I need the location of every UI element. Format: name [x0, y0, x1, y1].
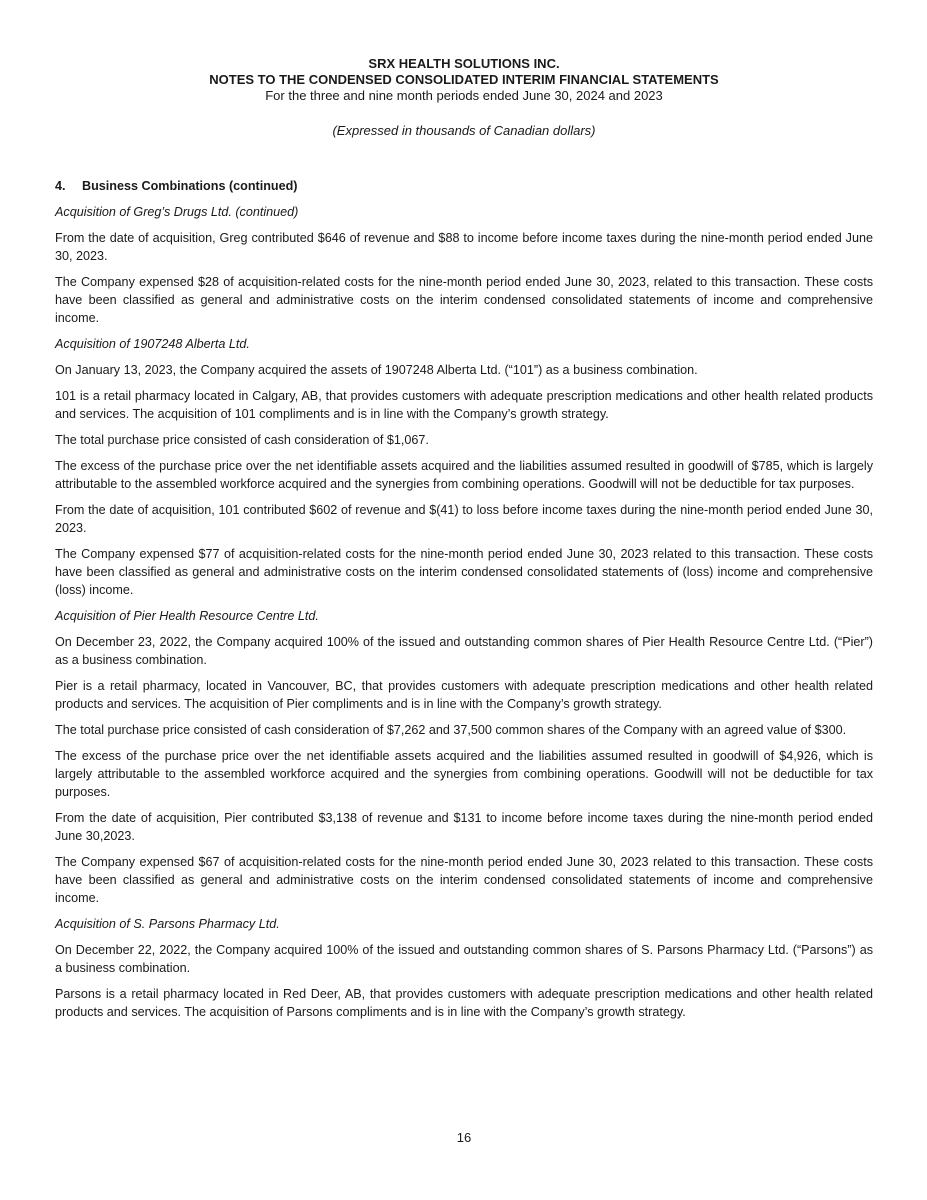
paragraph: 101 is a retail pharmacy located in Calgary, AB, that provides customers with adequate prescription medications and other health related products and services. The acquisition of 101 compliments and is in line with the Company’s growth strategy. [55, 389, 873, 421]
paragraph: On December 23, 2022, the Company acquired 100% of the issued and outstanding common shares of Pier Health Resource Centre Ltd. (“Pier”) as a business combination. [55, 635, 873, 667]
paragraph: The Company expensed $28 of acquisition-related costs for the nine-month period ended June 30, 2023, related to this transaction. These costs have been classified as general and administrative costs on the interim condensed consolidated statements of income and comprehensive income. [55, 275, 873, 325]
paragraph: From the date of acquisition, 101 contributed $602 of revenue and $(41) to loss before income taxes during the nine-month period ended June 30, 2023. [55, 503, 873, 535]
paragraph: On January 13, 2023, the Company acquired the assets of 1907248 Alberta Ltd. (“101”) as a business combination. [55, 363, 698, 377]
section-title: Business Combinations (continued) [82, 179, 298, 193]
paragraph: On December 22, 2022, the Company acquired 100% of the issued and outstanding common shares of S. Parsons Pharmacy Ltd. (“Parsons”) as a business combination. [55, 943, 873, 975]
paragraph: Parsons is a retail pharmacy located in Red Deer, AB, that provides customers with adequate prescription medications and other health related products and services. The acquisition of Parsons compliments and is in line with the Company’s growth strategy. [55, 987, 873, 1019]
paragraph: The Company expensed $77 of acquisition-related costs for the nine-month period ended June 30, 2023 related to this transaction. These costs have been classified as general and administrative costs on the interim condensed consolidated statements of (loss) income and comprehensive (loss) income. [55, 547, 873, 597]
paragraph: The excess of the purchase price over the net identifiable assets acquired and the liabilities assumed resulted in goodwill of $785, which is largely attributable to the assembled workforce acquired and the synergies from combining operations. Goodwill will not be deductible for tax purposes. [55, 459, 873, 491]
document-body [55, 177, 873, 1029]
paragraph: The total purchase price consisted of cash consideration of $7,262 and 37,500 common shares of the Company with an agreed value of $300. [55, 723, 847, 737]
subheading-greg: Acquisition of Greg’s Drugs Ltd. (continued) [55, 205, 299, 219]
paragraph: The total purchase price consisted of cash consideration of $1,067. [55, 433, 429, 447]
paragraph: From the date of acquisition, Pier contributed $3,138 of revenue and $131 to income before income taxes during the nine-month period ended June 30,2023. [55, 811, 873, 843]
section-number: 4. [55, 179, 66, 193]
page-number: 16 [456, 1130, 472, 1145]
currency-note: (Expressed in thousands of Canadian dollars) [332, 123, 596, 138]
paragraph: Pier is a retail pharmacy, located in Vancouver, BC, that provides customers with adequate prescription medications and other health related products and services. The acquisition of Pier compliments and is in line with the Company’s growth strategy. [55, 679, 873, 711]
paragraph: From the date of acquisition, Greg contributed $646 of revenue and $88 to income before income taxes during the nine-month period ended June 30, 2023. [55, 231, 873, 263]
subheading-pier: Acquisition of Pier Health Resource Centre Ltd. [55, 609, 319, 623]
paragraph: The Company expensed $67 of acquisition-related costs for the nine-month period ended June 30, 2023 related to this transaction. These costs have been classified as general and administrative costs on the interim condensed consolidated statements of income and comprehensive income. [55, 855, 873, 905]
section-heading [55, 177, 873, 195]
company-name: SRX HEALTH SOLUTIONS INC. [368, 56, 560, 71]
subheading-1907248-alberta: Acquisition of 1907248 Alberta Ltd. [55, 337, 250, 351]
document-page [55, 0, 873, 1200]
subheading-parsons: Acquisition of S. Parsons Pharmacy Ltd. [55, 917, 280, 931]
notes-title: NOTES TO THE CONDENSED CONSOLIDATED INTERIM FINANCIAL STATEMENTS [209, 72, 719, 87]
reporting-period: For the three and nine month periods ended June 30, 2024 and 2023 [265, 88, 663, 103]
paragraph: The excess of the purchase price over the net identifiable assets acquired and the liabilities assumed resulted in goodwill of $4,926, which is largely attributable to the assembled workforce acquired and the synergies from combining operations. Goodwill will not be deductible for tax purposes. [55, 749, 873, 799]
